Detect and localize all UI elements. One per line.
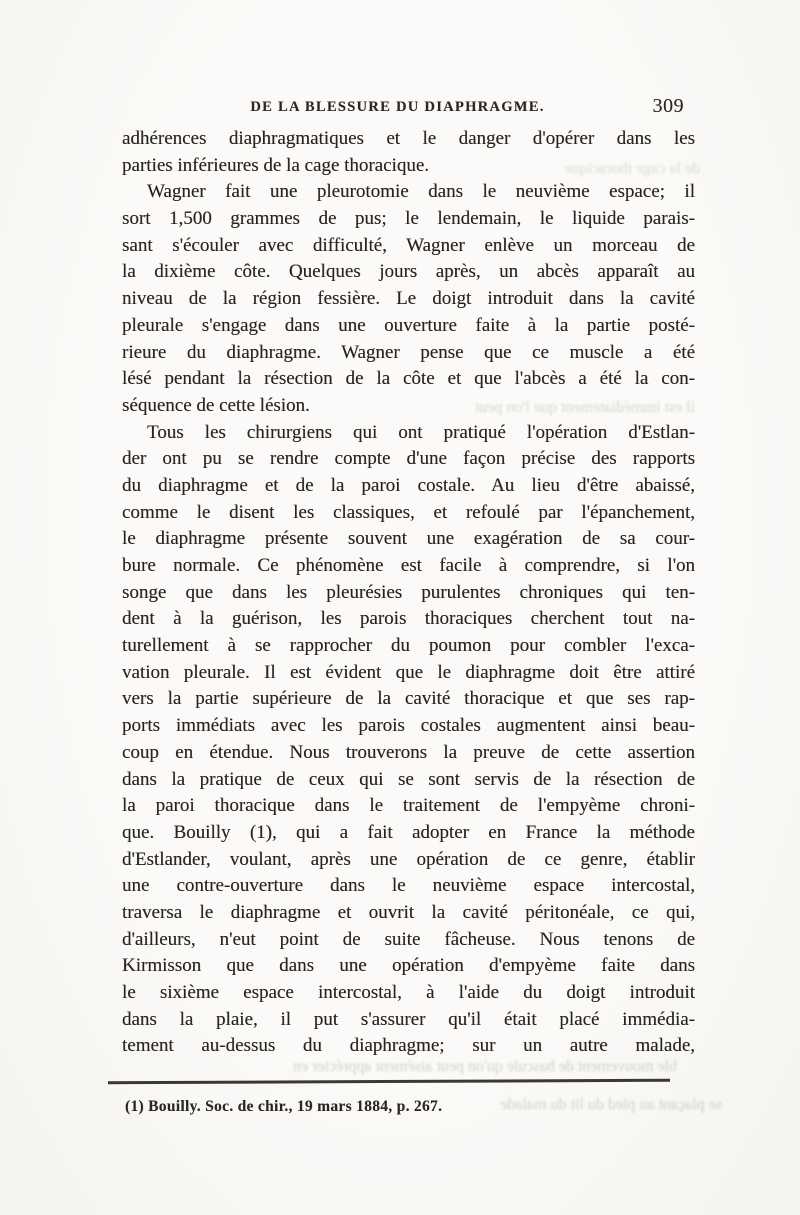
footnote-separator-rule — [108, 1079, 670, 1084]
bleedthrough-smudge: il est immédiatement que l'on peut — [474, 399, 695, 416]
text-line: Wagner fait une pleurotomie dans le neuvième espace; il — [147, 181, 695, 203]
text-line: le sixième espace intercostal, à l'aide du doigt introduit — [122, 982, 695, 1003]
text-line: une contre-ouverture dans le neuvième espace intercostal, — [122, 875, 695, 897]
text-line: vation pleurale. Il est évident que le diaphragme doit être attiré — [122, 661, 695, 683]
bleedthrough-text: ble mouvement de bascule qu'on peut aisément apprécier en — [292, 1058, 677, 1075]
text-line: la paroi thoracique dans le traitement de l'empyème chroni- — [122, 795, 695, 817]
text-line: Tous les chirurgiens qui ont pratiqué l'opération d'Estlan- — [147, 421, 695, 443]
text-line: dans la plaie, il put s'assurer qu'il était placé immédia- — [122, 1008, 695, 1030]
text-line: dans la pratique de ceux qui se sont servis de la résection de — [122, 768, 695, 790]
text-line: ports immédiats avec les parois costales augmentent ainsi beau- — [122, 715, 695, 737]
text-line: d'Estlander, voulant, après une opération de ce genre, établir — [122, 848, 695, 870]
text-line: sant s'écouler avec difficulté, Wagner enlève un morceau de — [122, 234, 695, 256]
text-line: lésé pendant la résection de la côte et que l'abcès a été la con- — [122, 368, 695, 390]
text-line: Kirmisson que dans une opération d'empyème faite dans — [122, 955, 695, 977]
text-line: rieure du diaphragme. Wagner pense que ce muscle a été — [122, 341, 695, 363]
text-line: der ont pu se rendre compte d'une façon précise des rapports — [122, 448, 695, 470]
text-line: vers la partie supérieure de la cavité thoracique et que ses rap- — [122, 688, 695, 710]
text-line: dent à la guérison, les parois thoraciques cherchent tout na- — [122, 608, 695, 630]
footnote-text: (1) Bouilly. Soc. de chir., 19 mars 1884, p. 267. — [125, 1098, 443, 1115]
body-text — [122, 126, 695, 1060]
text-line: pleurale s'engage dans une ouverture faite à la partie posté- — [122, 314, 695, 336]
text-line: du diaphragme et de la paroi costale. Au lieu d'être abaissé, — [122, 474, 695, 496]
text-line: d'ailleurs, n'eut point de suite fâcheuse. Nous tenons de — [122, 928, 695, 950]
bleedthrough-text: se plaçant au pied du lit du malade — [500, 1096, 722, 1113]
text-line: la dixième côte. Quelques jours après, un abcès apparaît au — [122, 261, 695, 283]
text-line: tement au-dessus du diaphragme; sur un autre malade, — [122, 1035, 695, 1057]
text-line: coup en étendue. Nous trouverons la preuve de cette assertion — [122, 741, 695, 763]
text-line: le diaphragme présente souvent une exagération de sa cour- — [122, 528, 695, 550]
text-line: parties inférieures de la cage thoracique. — [122, 154, 430, 176]
text-line: adhérences diaphragmatiques et le danger d'opérer dans les — [122, 128, 695, 149]
text-line: songe que dans les pleurésies purulentes chroniques qui ten- — [122, 581, 695, 603]
text-line: que. Bouilly (1), qui a fait adopter en France la méthode — [122, 821, 695, 843]
text-line: comme le disent les classiques, et refoulé par l'épanchement, — [122, 501, 695, 523]
text-line: turellement à se rapprocher du poumon pour combler l'exca- — [122, 635, 695, 657]
page-number: 309 — [652, 95, 684, 117]
text-line: traversa le diaphragme et ouvrit la cavité péritonéale, ce qui, — [122, 901, 695, 923]
text-line: niveau de la région fessière. Le doigt introduit dans la cavité — [122, 288, 695, 310]
text-line: bure normale. Ce phénomène est facile à comprendre, si l'on — [122, 555, 695, 576]
running-header: DE LA BLESSURE DU DIAPHRAGME. — [250, 99, 545, 115]
text-line: sort 1,500 grammes de pus; le lendemain, le liquide parais- — [122, 208, 695, 230]
text-line: séquence de cette lésion. — [122, 394, 310, 416]
bleedthrough-smudge: de la cage thoracique — [564, 160, 700, 177]
